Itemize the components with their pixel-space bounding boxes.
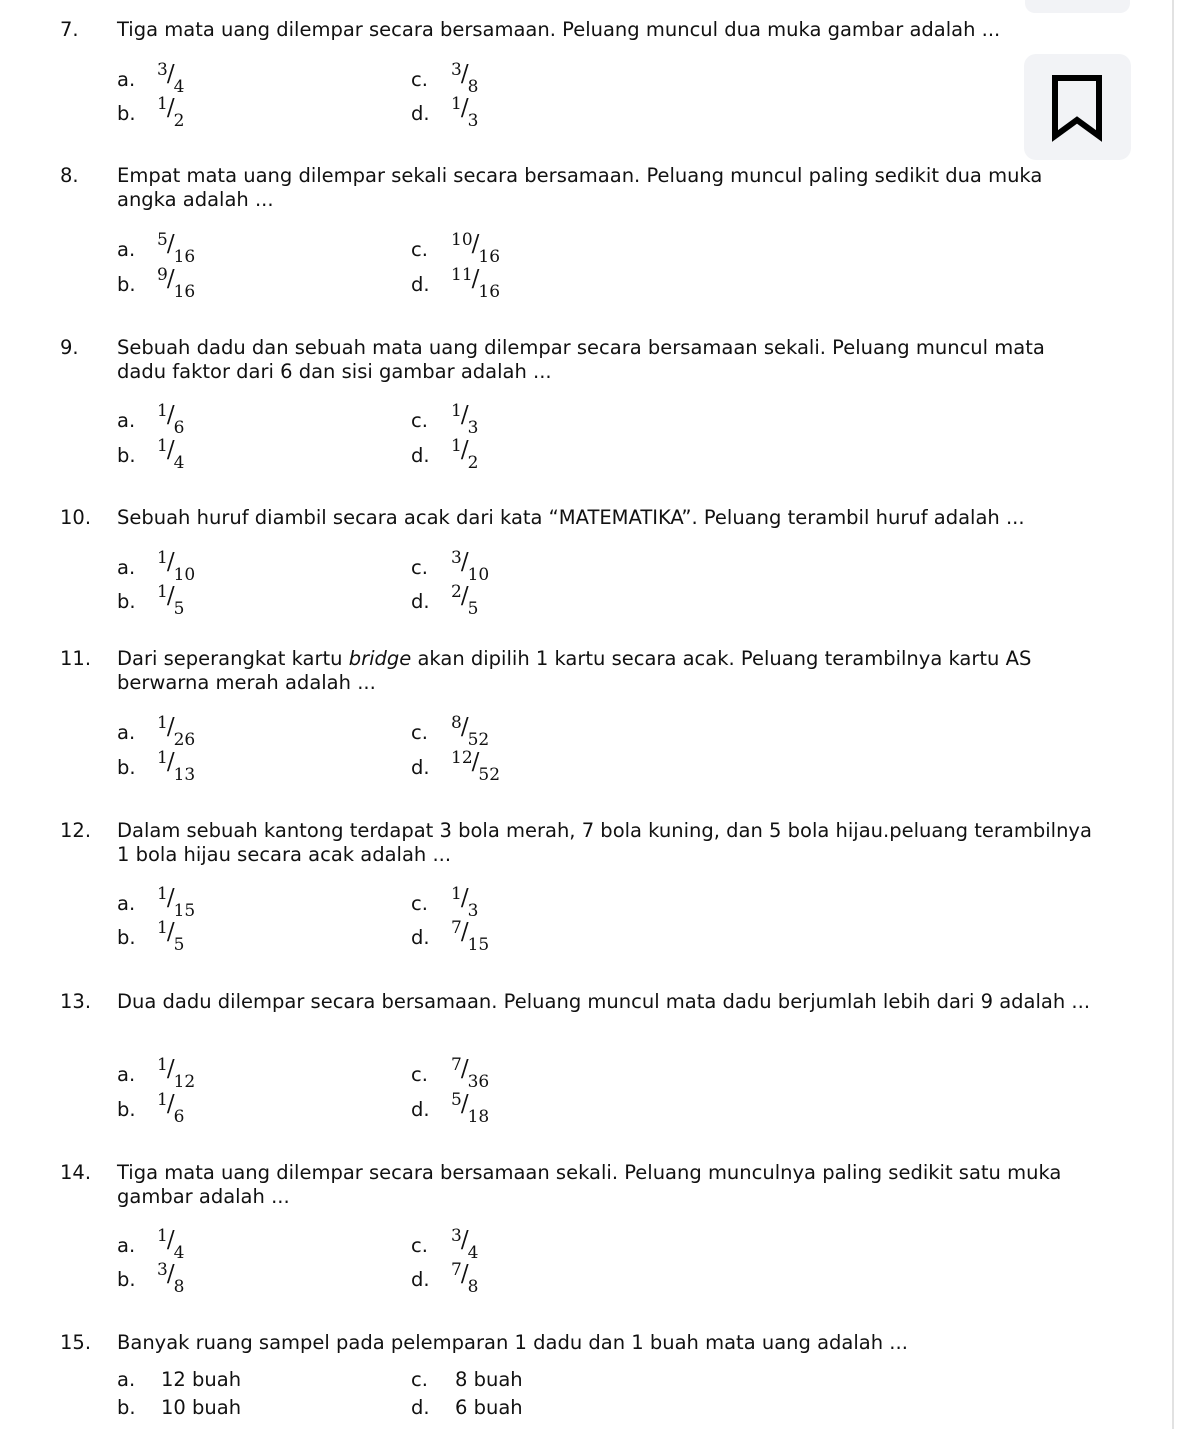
fraction: 1/6	[157, 401, 185, 438]
option-text: 10 buah	[161, 1396, 242, 1419]
question-number: 8.	[60, 164, 79, 187]
fraction: 12/52	[451, 748, 501, 785]
fraction: 1/5	[157, 582, 185, 619]
fraction: 1/15	[157, 884, 196, 921]
fraction: 5/18	[451, 1090, 490, 1127]
bookmark-icon	[1051, 74, 1103, 142]
fraction: 1/12	[157, 1055, 196, 1092]
question-text: Sebuah dadu dan sebuah mata uang dilempar secara bersamaan sekali. Peluang muncul mata dadu faktor dari 6 dan sisi gambar adalah ...	[117, 336, 1045, 383]
fraction: 1/3	[451, 884, 479, 921]
fraction: 7/36	[451, 1055, 490, 1092]
page-edge	[1172, 0, 1174, 1429]
fraction: 3/8	[451, 60, 479, 97]
fraction: 3/4	[451, 1226, 479, 1263]
question-number: 10.	[60, 506, 92, 529]
option-text: 6 buah	[455, 1396, 523, 1419]
fraction: 1/13	[157, 748, 196, 785]
question-text: Tiga mata uang dilempar secara bersamaan sekali. Peluang munculnya paling sedikit satu muka gambar adalah ...	[117, 1161, 1062, 1208]
fraction: 1/3	[451, 401, 479, 438]
fraction: 1/6	[157, 1090, 185, 1127]
fraction: 1/10	[157, 548, 196, 585]
question-number: 11.	[60, 647, 92, 670]
fraction: 1/4	[157, 1226, 185, 1263]
fraction: 9/16	[157, 265, 196, 302]
fraction: 7/15	[451, 918, 490, 955]
fraction: 1/2	[157, 94, 185, 131]
fraction: 1/4	[157, 436, 185, 473]
fraction: 3/8	[157, 1260, 185, 1297]
option-text: 12 buah	[161, 1368, 242, 1391]
fraction: 3/4	[157, 60, 185, 97]
fraction: 3/10	[451, 548, 490, 585]
question-number: 7.	[60, 18, 79, 41]
question-text: Empat mata uang dilempar sekali secara bersamaan. Peluang muncul paling sedikit dua muka angka adalah ...	[117, 164, 1043, 211]
top-panel-tab	[1025, 0, 1130, 13]
bookmark-button[interactable]	[1024, 54, 1131, 160]
fraction: 5/16	[157, 230, 196, 267]
fraction: 1/3	[451, 94, 479, 131]
question-text: Banyak ruang sampel pada pelemparan 1 dadu dan 1 buah mata uang adalah ...	[117, 1331, 908, 1354]
question-text: Sebuah huruf diambil secara acak dari kata “MATEMATIKA”. Peluang terambil huruf adalah ...	[117, 506, 1025, 529]
option-text: 8 buah	[455, 1368, 523, 1391]
fraction: 10/16	[451, 230, 501, 267]
question-number: 15.	[60, 1331, 92, 1354]
fraction: 2/5	[451, 582, 479, 619]
question-number: 12.	[60, 819, 92, 842]
question-text: Dua dadu dilempar secara bersamaan. Peluang muncul mata dadu berjumlah lebih dari 9 adalah ...	[117, 990, 1091, 1013]
fraction: 1/2	[451, 436, 479, 473]
fraction: 8/52	[451, 713, 490, 750]
question-text: Tiga mata uang dilempar secara bersamaan. Peluang muncul dua muka gambar adalah ...	[117, 18, 1001, 41]
question-number: 14.	[60, 1161, 92, 1184]
fraction: 7/8	[451, 1260, 479, 1297]
question-text: Dalam sebuah kantong terdapat 3 bola merah, 7 bola kuning, dan 5 bola hijau.peluang terambilnya 1 bola hijau secara acak adalah ...	[117, 819, 1092, 866]
question-number: 13.	[60, 990, 92, 1013]
fraction: 1/5	[157, 918, 185, 955]
question-number: 9.	[60, 336, 79, 359]
question-text: Dari seperangkat kartu bridge akan dipilih 1 kartu secara acak. Peluang terambilnya kartu AS berwarna merah adalah ...	[117, 647, 1032, 694]
fraction: 1/26	[157, 713, 196, 750]
fraction: 11/16	[451, 265, 501, 302]
